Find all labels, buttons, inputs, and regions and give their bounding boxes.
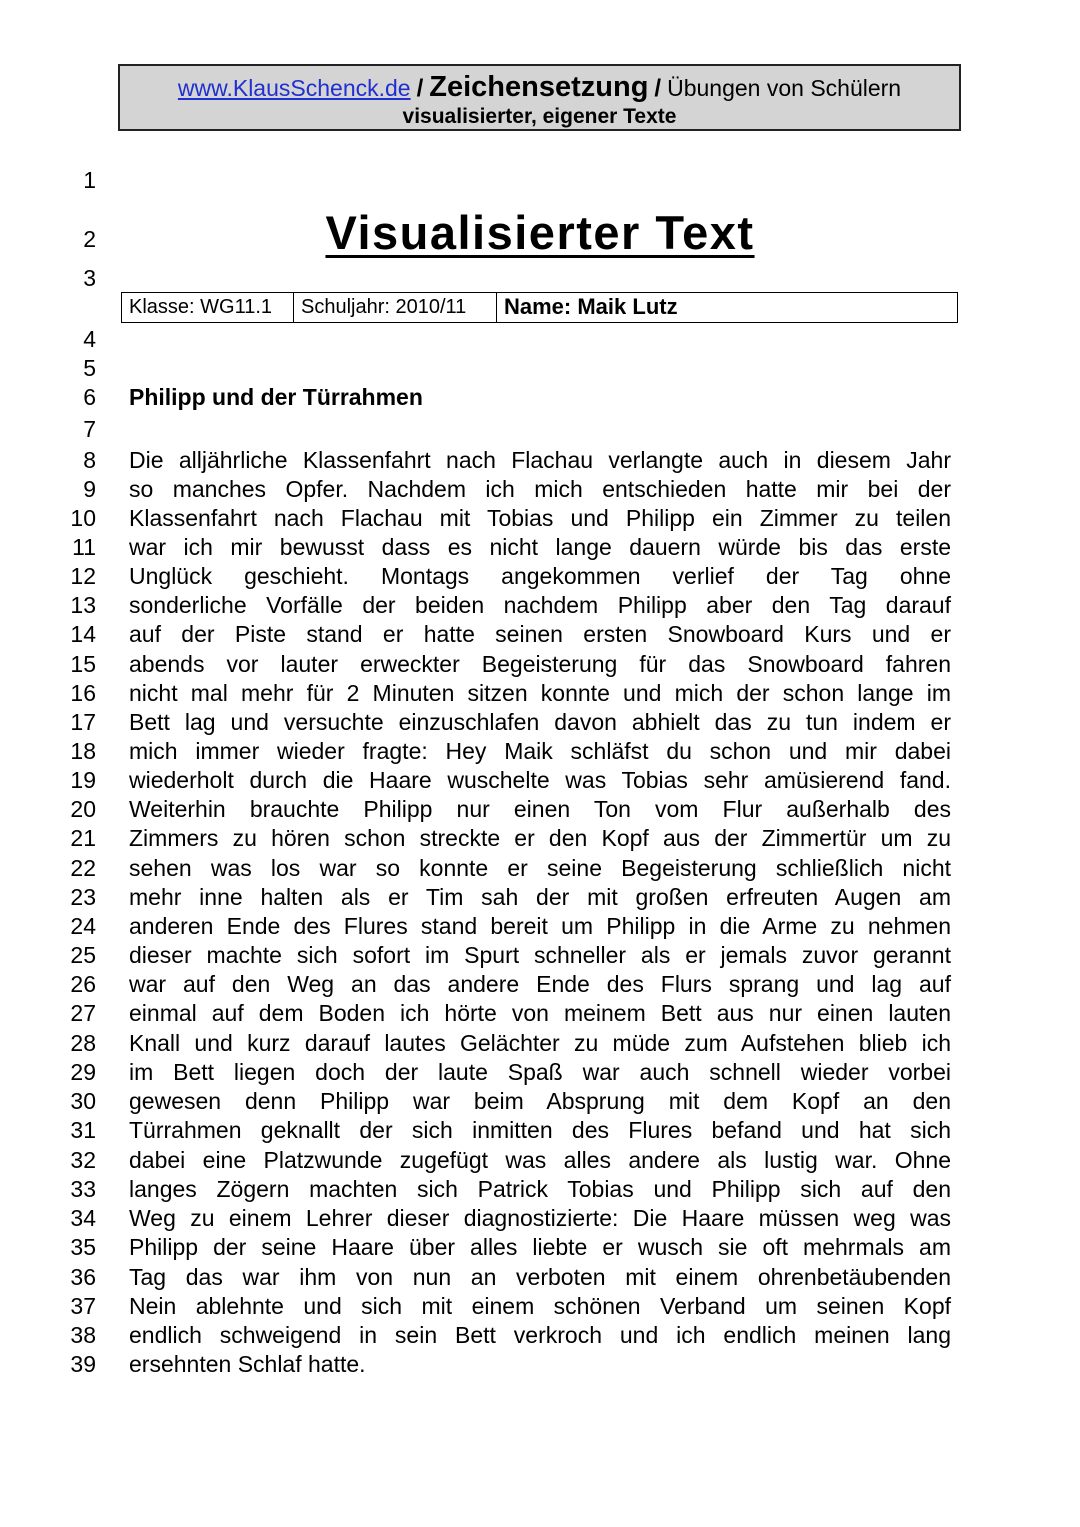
line-number: 30 (70, 1088, 96, 1114)
line-number: 20 (70, 796, 96, 822)
info-table (121, 292, 958, 323)
page-title (0, 205, 1080, 261)
line-number: 21 (70, 825, 96, 851)
body-line: so manches Opfer. Nachdem ich mich entschieden hatte mir bei der (129, 476, 951, 502)
line-number: 7 (83, 416, 96, 442)
body-line: Klassenfahrt nach Flachau mit Tobias und Philipp ein Zimmer zu teilen (129, 505, 951, 531)
body-line: Philipp der seine Haare über alles liebte er wusch sie oft mehrmals am (129, 1234, 951, 1260)
line-number: 3 (83, 265, 96, 291)
schuljahr-cell: Schuljahr: 2010/11 (294, 293, 497, 322)
header-separator: / (654, 75, 662, 102)
body-line: Bett lag und versuchte einzuschlafen davon abhielt das zu tun indem er (129, 709, 951, 735)
body-line: sehen was los war so konnte er seine Begeisterung schließlich nicht (129, 855, 951, 881)
line-number: 16 (70, 680, 96, 706)
section-title: Philipp und der Türrahmen (129, 384, 423, 410)
line-number: 23 (70, 884, 96, 910)
body-line: war ich mir bewusst dass es nicht lange dauern würde bis das erste (129, 534, 951, 560)
line-number: 12 (70, 563, 96, 589)
body-line: dieser machte sich sofort im Spurt schneller als er jemals zuvor gerannt (129, 942, 951, 968)
body-line: Weiterhin brauchte Philipp nur einen Ton vom Flur außerhalb des (129, 796, 951, 822)
name-cell: Name: Maik Lutz (504, 294, 678, 319)
line-number: 9 (83, 476, 96, 502)
header-subtitle: Übungen von Schülern (667, 75, 902, 101)
line-number: 35 (70, 1234, 96, 1260)
body-line: Unglück geschieht. Montags angekommen verlief der Tag ohne (129, 563, 951, 589)
body-line: Nein ablehnte und sich mit einem schönen Verband um seinen Kopf (129, 1293, 951, 1319)
line-number: 26 (70, 971, 96, 997)
line-number: 27 (70, 1000, 96, 1026)
line-number: 10 (70, 505, 96, 531)
body-line: Tag das war ihm von nun an verboten mit einem ohrenbetäubenden (129, 1264, 951, 1290)
body-line: sonderliche Vorfälle der beiden nachdem Philipp aber den Tag darauf (129, 592, 951, 618)
line-number: 2 (83, 226, 96, 252)
body-line: auf der Piste stand er hatte seinen ersten Snowboard Kurs und er (129, 621, 951, 647)
line-number: 22 (70, 855, 96, 881)
body-line: nicht mal mehr für 2 Minuten sitzen konnte und mich der schon lange im (129, 680, 951, 706)
line-number: 37 (70, 1293, 96, 1319)
header-line-1 (120, 70, 959, 106)
header-separator: / (416, 75, 424, 102)
line-number: 36 (70, 1264, 96, 1290)
body-line: mich immer wieder fragte: Hey Maik schläfst du schon und mir dabei (129, 738, 951, 764)
body-line: im Bett liegen doch der laute Spaß war auch schnell wieder vorbei (129, 1059, 951, 1085)
line-number: 15 (70, 651, 96, 677)
body-line: anderen Ende des Flures stand bereit um Philipp in die Arme zu nehmen (129, 913, 951, 939)
header-line-2: visualisierter, eigener Texte (402, 105, 677, 128)
body-line: Türrahmen geknallt der sich inmitten des Flures befand und hat sich (129, 1117, 951, 1143)
line-number: 24 (70, 913, 96, 939)
body-line: Weg zu einem Lehrer dieser diagnostizierte: Die Haare müssen weg was (129, 1205, 951, 1231)
body-line: endlich schweigend in sein Bett verkroch und ich endlich meinen lang (129, 1322, 951, 1348)
body-line: gewesen denn Philipp war beim Absprung mit dem Kopf an den (129, 1088, 951, 1114)
line-number: 14 (70, 621, 96, 647)
header-topic: Zeichensetzung (429, 71, 649, 103)
body-line: einmal auf dem Boden ich hörte von meinem Bett aus nur einen lauten (129, 1000, 951, 1026)
body-line: Knall und kurz darauf lautes Gelächter zu müde zum Aufstehen blieb ich (129, 1030, 951, 1056)
page-header (118, 64, 961, 131)
body-line: Die alljährliche Klassenfahrt nach Flachau verlangte auch in diesem Jahr (129, 447, 951, 473)
body-line: langes Zögern machten sich Patrick Tobias und Philipp sich auf den (129, 1176, 951, 1202)
line-number: 33 (70, 1176, 96, 1202)
line-number: 34 (70, 1205, 96, 1231)
line-number: 11 (72, 534, 96, 560)
line-number: 32 (70, 1147, 96, 1173)
body-line: ersehnten Schlaf hatte. (129, 1351, 366, 1377)
website-link[interactable]: www.KlausSchenck.de (177, 75, 411, 101)
line-number: 1 (83, 167, 96, 193)
line-number: 38 (70, 1322, 96, 1348)
body-line: mehr inne halten als er Tim sah der mit großen erfreuten Augen am (129, 884, 951, 910)
page-title-text: Visualisierter Text (325, 206, 755, 259)
body-line: war auf den Weg an das andere Ende des Flurs sprang und lag auf (129, 971, 951, 997)
body-line: Zimmers zu hören schon streckte er den Kopf aus der Zimmertür um zu (129, 825, 951, 851)
body-line: dabei eine Platzwunde zugefügt was alles andere als lustig war. Ohne (129, 1147, 951, 1173)
line-number: 19 (70, 767, 96, 793)
line-number: 8 (83, 447, 96, 473)
line-number: 29 (70, 1059, 96, 1085)
body-line: wiederholt durch die Haare wuschelte was Tobias sehr amüsierend fand. (129, 767, 951, 793)
line-number: 31 (70, 1117, 96, 1143)
line-number: 4 (83, 326, 96, 352)
line-number: 5 (83, 355, 96, 381)
line-number: 6 (83, 384, 96, 410)
body-line: abends vor lauter erweckter Begeisterung für das Snowboard fahren (129, 651, 951, 677)
line-number: 18 (70, 738, 96, 764)
line-number: 13 (70, 592, 96, 618)
line-number: 25 (70, 942, 96, 968)
line-number: 28 (70, 1030, 96, 1056)
klasse-cell: Klasse: WG11.1 (122, 293, 294, 322)
line-number: 17 (70, 709, 96, 735)
line-number: 39 (70, 1351, 96, 1377)
